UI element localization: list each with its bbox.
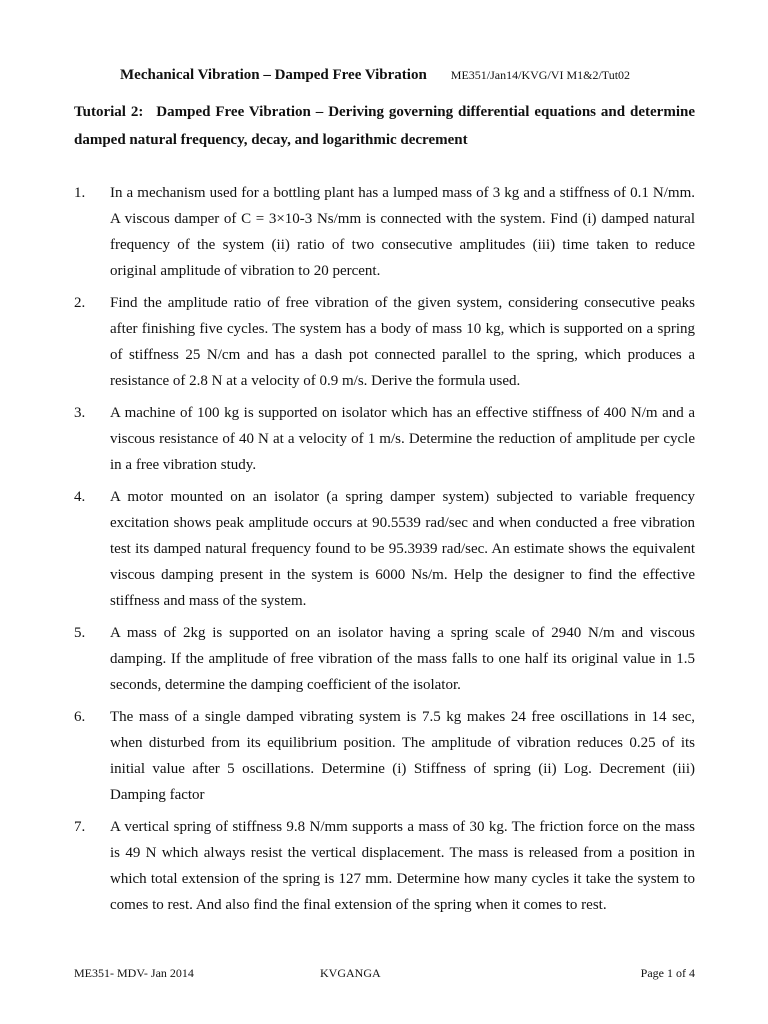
question-item <box>74 400 695 478</box>
question-item <box>74 704 695 808</box>
question-number: 1. <box>74 185 86 201</box>
question-text: A machine of 100 kg is supported on isolator which has an effective stiffness of 400 N/m and a viscous resistance of 40 N at a velocity of 1 m/s. Determine the reduction of amplitude per cycle in a free vibration study. <box>110 405 695 473</box>
tutorial-description: Damped Free Vibration – Deriving governing differential equations and determine damped natural frequency, decay, and logarithmic decrement <box>74 104 696 148</box>
footer-page-number: Page 1 of 4 <box>640 966 695 980</box>
question-item <box>74 484 695 614</box>
document-code: ME351/Jan14/KVG/VI M1&2/Tut02 <box>450 68 631 82</box>
question-number: 5. <box>74 625 86 641</box>
question-item <box>74 290 695 394</box>
question-text: A motor mounted on an isolator (a spring damper system) subjected to variable frequency excitation shows peak amplitude occurs at 90.5539 rad/sec and when conducted a free vibration test its damped natural frequency found to be 95.3939 rad/sec. An estimate shows the equivalent viscous damping present in the system is 6000 Ns/m. Help the designer to find the effective stiffness and mass of the system. <box>110 489 695 609</box>
question-item <box>74 814 695 918</box>
question-number: 2. <box>74 295 86 311</box>
footer-author: KVGANGA <box>320 966 381 980</box>
footer-course: ME351- MDV- Jan 2014 <box>74 966 194 980</box>
question-number: 6. <box>74 709 86 725</box>
question-text: Find the amplitude ratio of free vibration of the given system, considering consecutive peaks after finishing five cycles. The system has a body of mass 10 kg, which is supported on a spring of stiffness 25 N/cm and has a dash pot connected parallel to the spring, which produces a resistance of 2.8 N at a velocity of 0.9 m/s. Derive the formula used. <box>110 295 695 389</box>
question-text: In a mechanism used for a bottling plant has a lumped mass of 3 kg and a stiffness of 0.1 N/mm. A viscous damper of C = 3×10-3 Ns/mm is connected with the system. Find (i) damped natural frequency of the system (ii) ratio of two consecutive amplitudes (iii) time taken to reduce original amplitude of vibration to 20 percent. <box>110 185 695 279</box>
question-text: A mass of 2kg is supported on an isolator having a spring scale of 2940 N/m and viscous damping. If the amplitude of free vibration of the mass falls to one half its original value in 1.5 seconds, determine the damping coefficient of the isolator. <box>110 625 695 693</box>
page-header <box>120 66 630 84</box>
tutorial-lead: Tutorial 2: <box>74 104 144 120</box>
question-number: 7. <box>74 819 86 835</box>
question-number: 3. <box>74 405 86 421</box>
document-title: Mechanical Vibration – Damped Free Vibration <box>120 67 427 83</box>
question-list <box>74 180 695 924</box>
question-text: A vertical spring of stiffness 9.8 N/mm supports a mass of 30 kg. The friction force on the mass is 49 N which always resist the vertical displacement. The mass is released from a position in which total extension of the spring is 127 mm. Determine how many cycles it take the system to comes to rest. And also find the final extension of the spring when it comes to rest. <box>110 819 695 913</box>
tutorial-heading <box>74 98 695 154</box>
question-number: 4. <box>74 489 86 505</box>
question-item <box>74 180 695 284</box>
question-item <box>74 620 695 698</box>
question-text: The mass of a single damped vibrating system is 7.5 kg makes 24 free oscillations in 14 sec, when disturbed from its equilibrium position. The amplitude of vibration reduces 0.25 of its initial value after 5 oscillations. Determine (i) Stiffness of spring (ii) Log. Decrement (iii) Damping factor <box>110 709 695 803</box>
